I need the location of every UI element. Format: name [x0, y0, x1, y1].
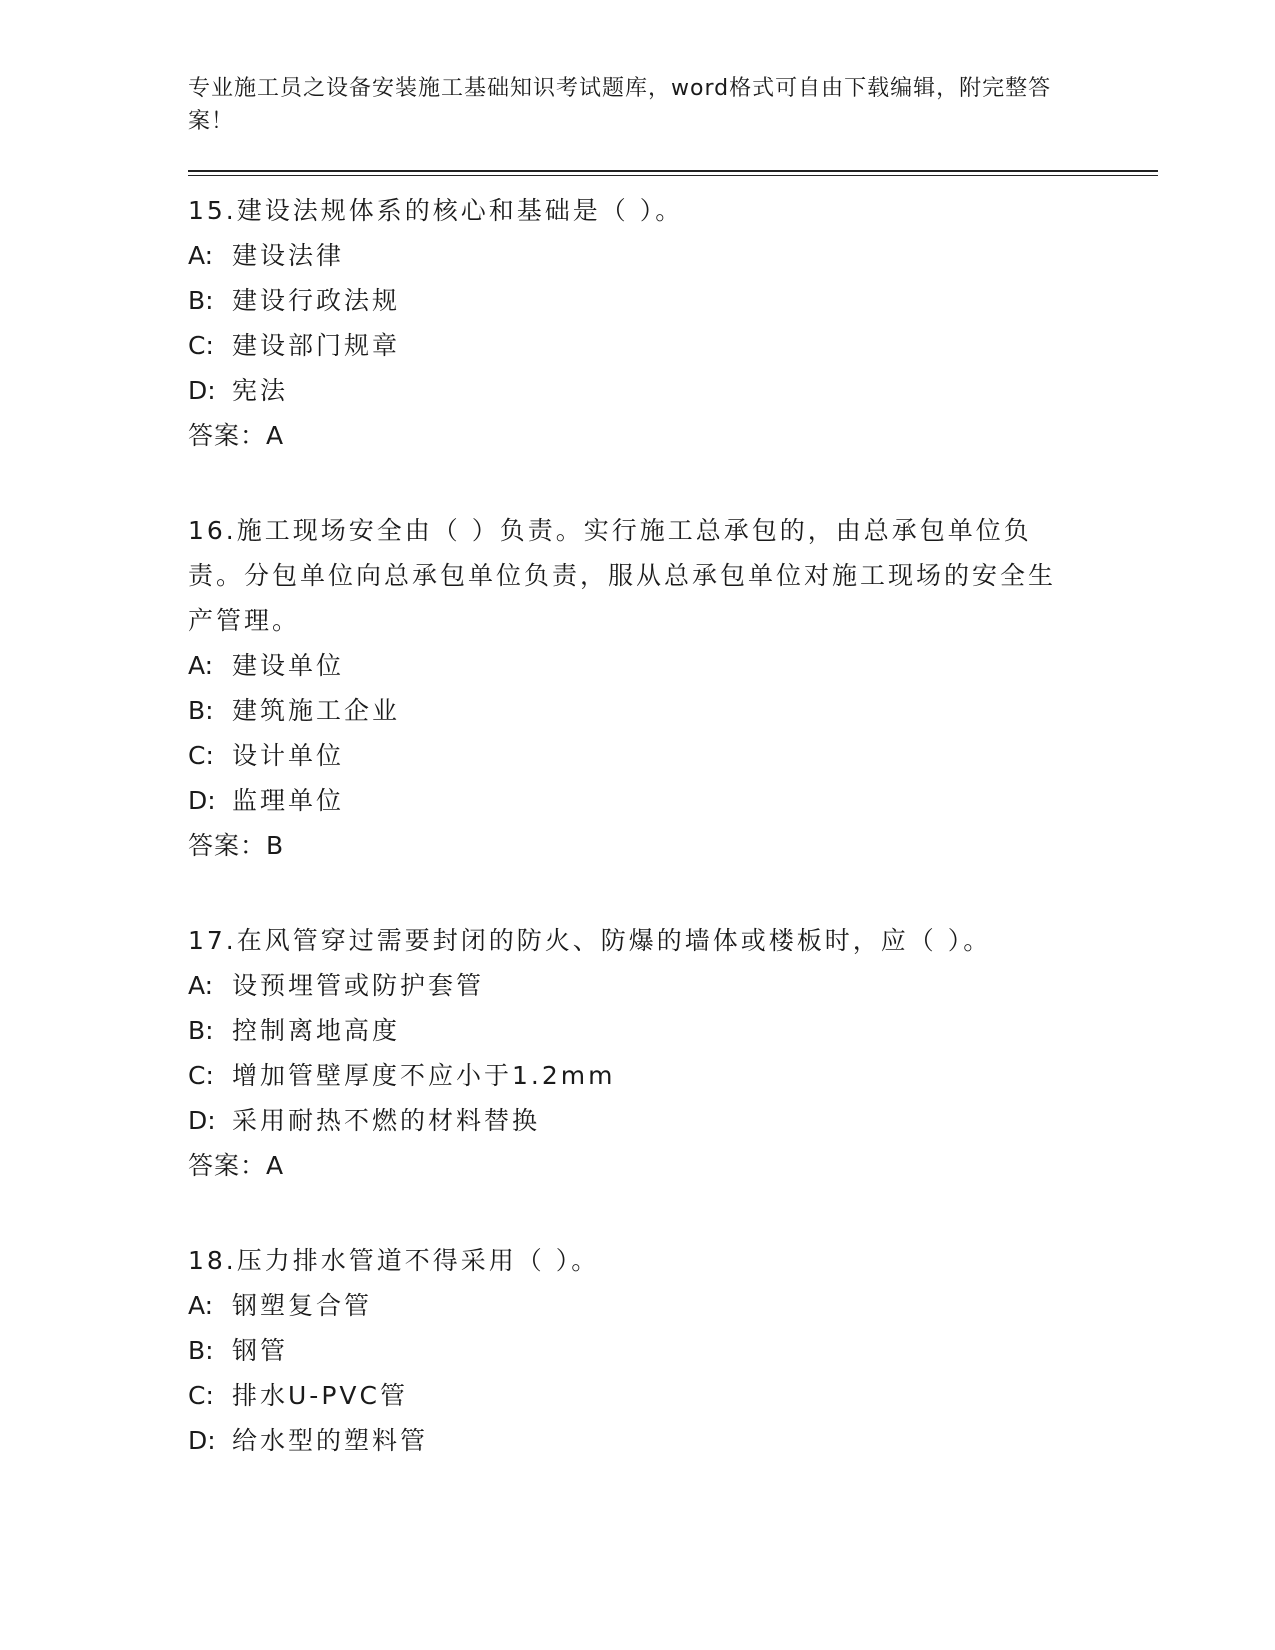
option-a — [188, 963, 1158, 1008]
option-label: C: — [188, 331, 214, 360]
answer-line: 答案：B — [188, 831, 285, 860]
option-c — [188, 1373, 1158, 1418]
option-label: D: — [188, 1426, 216, 1455]
option-label: C: — [188, 1381, 214, 1410]
question-stem: 16.施工现场安全由（ ）负责。实行施工总承包的，由总承包单位负责。分包单位向总承包单位负责，服从总承包单位对施工现场的安全生产管理。 — [188, 516, 1057, 635]
option-d — [188, 1098, 1158, 1143]
question-stem: 18.压力排水管道不得采用（ ）。 — [188, 1246, 600, 1275]
option-text: 排水U-PVC管 — [232, 1381, 408, 1410]
option-d — [188, 368, 1158, 413]
option-text: 钢管 — [232, 1336, 289, 1365]
document-header-text: 专业施工员之设备安装施工基础知识考试题库，word格式可自由下载编辑，附完整答案！ — [188, 76, 1052, 134]
option-c — [188, 733, 1158, 778]
question-list — [188, 188, 1158, 1463]
option-text: 建设行政法规 — [232, 286, 401, 315]
question-17 — [188, 918, 1158, 1188]
document-page — [188, 72, 1158, 1513]
question-stem: 15.建设法规体系的核心和基础是（ ）。 — [188, 196, 684, 225]
option-label: A: — [188, 651, 214, 680]
option-c — [188, 323, 1158, 368]
option-label: A: — [188, 971, 214, 1000]
option-text: 设计单位 — [232, 741, 345, 770]
answer-line: 答案：A — [188, 1151, 285, 1180]
option-text: 建设法律 — [232, 241, 345, 270]
question-18 — [188, 1238, 1158, 1463]
option-label: D: — [188, 786, 216, 815]
option-label: C: — [188, 1061, 214, 1090]
option-b — [188, 1008, 1158, 1053]
option-text: 设预埋管或防护套管 — [232, 971, 485, 1000]
option-label: B: — [188, 696, 214, 725]
question-16 — [188, 508, 1158, 868]
answer-line: 答案：A — [188, 421, 285, 450]
option-text: 采用耐热不燃的材料替换 — [232, 1106, 541, 1135]
option-a — [188, 1283, 1158, 1328]
option-text: 监理单位 — [232, 786, 345, 815]
option-text: 建设单位 — [232, 651, 345, 680]
option-a — [188, 643, 1158, 688]
option-text: 钢塑复合管 — [232, 1291, 373, 1320]
question-stem: 17.在风管穿过需要封闭的防火、防爆的墙体或楼板时，应（ ）。 — [188, 926, 992, 955]
option-b — [188, 688, 1158, 733]
option-label: A: — [188, 241, 214, 270]
option-label: C: — [188, 741, 214, 770]
option-text: 增加管壁厚度不应小于1.2mm — [232, 1061, 616, 1090]
question-15 — [188, 188, 1158, 458]
option-a — [188, 233, 1158, 278]
option-d — [188, 778, 1158, 823]
option-text: 控制离地高度 — [232, 1016, 401, 1045]
option-d — [188, 1418, 1158, 1463]
option-c — [188, 1053, 1158, 1098]
option-text: 建设部门规章 — [232, 331, 401, 360]
option-text: 宪法 — [232, 376, 289, 405]
option-label: B: — [188, 1016, 214, 1045]
option-label: D: — [188, 1106, 216, 1135]
option-b — [188, 278, 1158, 323]
option-label: B: — [188, 286, 214, 315]
header-divider — [188, 170, 1158, 176]
option-b — [188, 1328, 1158, 1373]
option-text: 建筑施工企业 — [232, 696, 401, 725]
option-label: A: — [188, 1291, 214, 1320]
option-label: D: — [188, 376, 216, 405]
option-text: 给水型的塑料管 — [232, 1426, 429, 1455]
option-label: B: — [188, 1336, 214, 1365]
